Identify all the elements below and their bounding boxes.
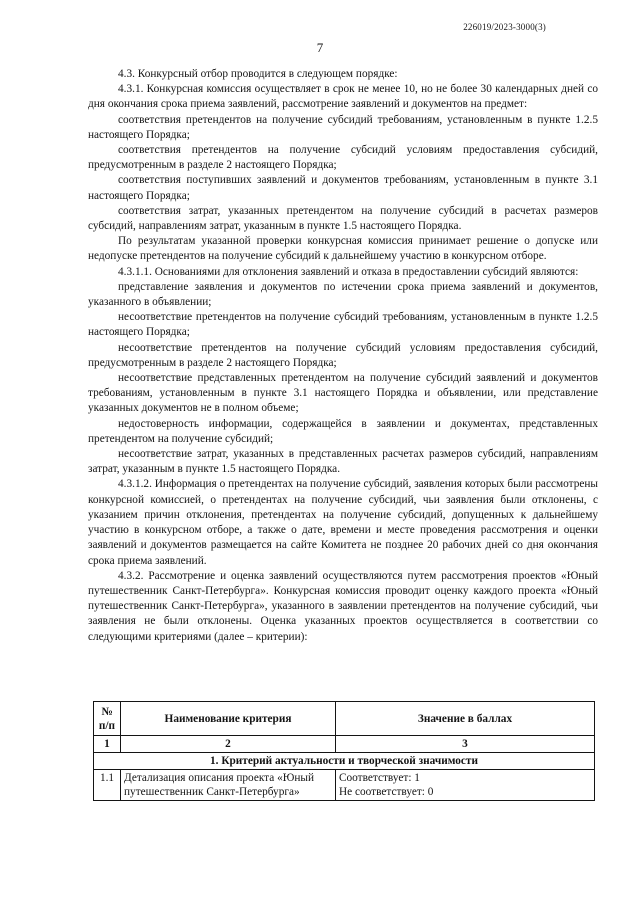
paragraph: соответствия поступивших заявлений и документов требованиям, установленным в пункте 3.1 настоящего Порядка; [88,174,598,202]
paragraph: соответствия претендентов на получение субсидий условиям предоставления субсидий, предусмотренным в разделе 2 настоящего Порядка; [88,144,598,172]
paragraph: недостоверность информации, содержащейся в заявлении и документах, представленных претендентом на получение субсидий; [88,417,598,445]
column-number: 1 [94,736,121,753]
paragraph: 4.3.2. Рассмотрение и оценка заявлений осуществляются путем рассмотрения проектов «Юный путешественник Санкт-Петербурга». Конкурсная комиссия проводит оценку каждого проекта «Юный путешественник Санкт-Петербурга», указанного в заявлении претендентов на получение субсидий, чьи заявления не были отклонены. Оценка указанных проектов осуществляется в соответствии со следующими критериями (далее – критерии): [88,569,598,643]
paragraph: соответствия претендентов на получение субсидий требованиям, установленным в пункте 1.2.5 настоящего Порядка; [88,113,598,141]
column-number: 3 [336,736,595,753]
criteria-table [93,701,595,801]
column-number: 2 [121,736,336,753]
score-match: Соответствует: 1 [339,772,420,784]
page-number: 7 [316,40,324,55]
score-mismatch: Не соответствует: 0 [339,786,434,798]
column-header-criterion: Наименование критерия [121,702,336,736]
paragraph: соответствия затрат, указанных претендентом на получение субсидий в расчетах размеров субсидий, направлениям затрат, указанным в пункте 1.5 настоящего Порядка. [88,204,598,233]
row-number: 1.1 [94,770,121,801]
paragraph: представление заявления и документов по истечении срока приема заявлений и документов, указанного в объявлении; [88,280,598,309]
doc-number: 226019/2023-3000(3) [463,22,546,32]
section-title: 1. Критерий актуальности и творческой значимости [94,753,595,770]
table-row [94,770,595,801]
document-body [88,67,598,645]
paragraph: несоответствие претендентов на получение субсидий требованиям, установленным в пункте 1.2.5 настоящего Порядка; [88,311,598,339]
paragraph: несоответствие представленных претендентом на получение субсидий заявлений и документов требованиям, установленным в пункте 3.1 настоящего Порядка и объявлении, или представление указанных документов не в полном объеме; [88,372,598,415]
paragraph: 4.3.1. Конкурсная комиссия осуществляет в срок не менее 10, но не более 30 календарных дней со дня окончания срока приема заявлений, рассмотрение заявлений и документов на предмет: [88,83,598,111]
paragraph: 4.3.1.1. Основаниями для отклонения заявлений и отказа в предоставлении субсидий являются: [118,265,579,278]
criterion-score [336,770,595,801]
paragraph: несоответствие затрат, указанных в представленных расчетах размеров субсидий, направлениям затрат, указанным в пункте 1.5 настоящего Порядка. [88,448,598,476]
paragraph: 4.3.1.2. Информация о претендентах на получение субсидий, заявления которых были рассмотрены конкурсной комиссией, о претендентах на получение субсидий, чьи заявления были отклонены, с указанием причин отклонения, претендентах на получение субсидий, допущенных к дальнейшему участию в конкурсном отборе, а также о дате, времени и месте проведения рассмотрения и оценки заявлений и документов размещается на сайте Комитета не позднее 20 рабочих дней со дня окончания срока приема заявлений. [88,478,598,567]
column-header-score: Значение в баллах [336,702,595,736]
paragraph: По результатам указанной проверки конкурсная комиссия принимает решение о допуске или недопуске претендентов на получение субсидий к дальнейшему участию в конкурсном отборе. [88,235,598,263]
column-header-number: № п/п [94,702,121,736]
criterion-name: Детализация описания проекта «Юный путешественник Санкт-Петербурга» [121,770,336,801]
paragraph: 4.3. Конкурсный отбор проводится в следующем порядке: [118,68,398,80]
paragraph: несоответствие претендентов на получение субсидий условиям предоставления субсидий, предусмотренным в разделе 2 настоящего Порядка; [88,341,598,369]
